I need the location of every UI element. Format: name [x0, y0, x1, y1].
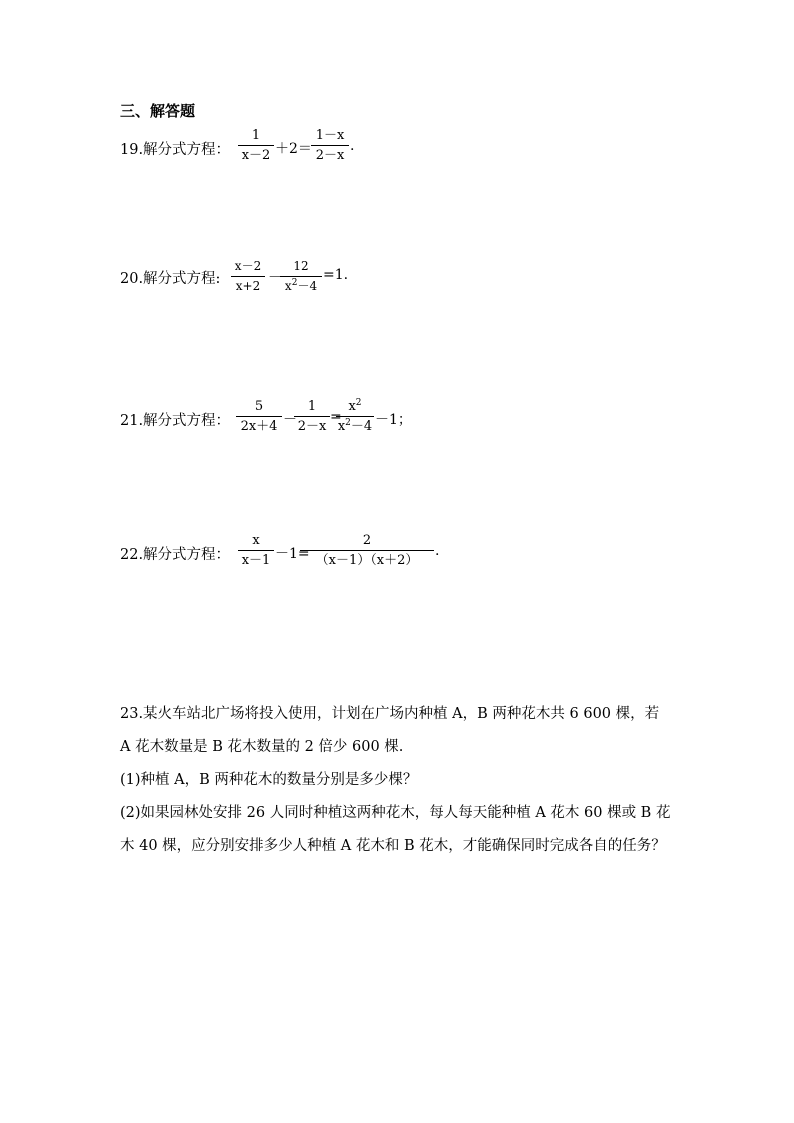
fraction-numerator: 1	[307, 399, 317, 414]
problem-19-operator: ＋2＝	[275, 141, 312, 157]
problem-19-label: 19.解分式方程：	[120, 142, 231, 158]
section-title: 三、解答题	[120, 102, 196, 120]
problem-21-fraction-3	[336, 398, 374, 435]
fraction-denominator: 2－x	[297, 419, 327, 434]
problem-20-fraction-2	[280, 258, 322, 295]
fraction-denominator: $x^2-4$	[284, 278, 318, 293]
problem-21-operator-2: =	[330, 409, 342, 425]
fraction-denominator: x+2	[235, 279, 261, 293]
problem-22-end: .	[435, 543, 440, 559]
fraction-numerator: 5	[254, 399, 264, 414]
problem-23-line-1: 23.某火车站北广场将投入使用，计划在广场内种植 A，B 两种花木共 6 600 棵，若	[120, 706, 660, 722]
problem-20-fraction-1	[231, 258, 265, 295]
problem-20-end: =1.	[323, 267, 349, 283]
fraction-numerator: 2	[362, 533, 372, 548]
fraction-denominator: 2x＋4	[240, 419, 278, 434]
problem-21-label: 21.解分式方程：	[120, 413, 231, 429]
fraction-numerator: x	[252, 533, 260, 548]
problem-22-label: 22.解分式方程：	[120, 547, 231, 563]
problem-21-end: －1；	[375, 412, 412, 428]
problem-20-label: 20.解分式方程:	[120, 271, 221, 287]
fraction-numerator: x－2	[234, 259, 262, 273]
problem-19-fraction-2	[311, 127, 349, 164]
fraction-denominator: （x－1）（x＋2）	[315, 553, 419, 568]
fraction-denominator: 2－x	[315, 148, 345, 163]
problem-21-fraction-2	[294, 398, 330, 435]
fraction-denominator: x－1	[241, 553, 271, 568]
fraction-denominator: x－2	[241, 148, 271, 163]
problem-21-operator-1: －	[283, 412, 297, 428]
problem-22-operator: －1=	[275, 546, 310, 562]
problem-23-question-2: (2)如果园林处安排 26 人同时种植这两种花木，每人每天能种植 A 花木 60 棵或 B 花	[120, 805, 671, 821]
problem-23-line-2: A 花木数量是 B 花木数量的 2 倍少 600 棵.	[120, 739, 404, 755]
problem-23-question-1: (1)种植 A，B 两种花木的数量分别是多少棵？	[120, 772, 418, 788]
problem-23	[120, 698, 710, 863]
problem-19-fraction-1	[238, 127, 274, 164]
problem-22-fraction-1	[238, 532, 274, 569]
problem-22-fraction-2	[300, 532, 434, 569]
problem-23-question-2-cont: 木 40 棵，应分别安排多少人种植 A 花木和 B 花木，才能确保同时完成各自的任务？	[120, 838, 666, 854]
fraction-denominator: $x^2-4$	[337, 418, 373, 434]
problem-21-fraction-1	[236, 398, 282, 435]
fraction-numerator: 12	[293, 259, 309, 273]
fraction-numerator: 1	[251, 128, 261, 143]
fraction-numerator: $x^2$	[348, 398, 362, 414]
problem-19-end: .	[350, 138, 355, 154]
problem-20-operator: －	[268, 270, 282, 286]
fraction-numerator: 1－x	[315, 128, 345, 143]
